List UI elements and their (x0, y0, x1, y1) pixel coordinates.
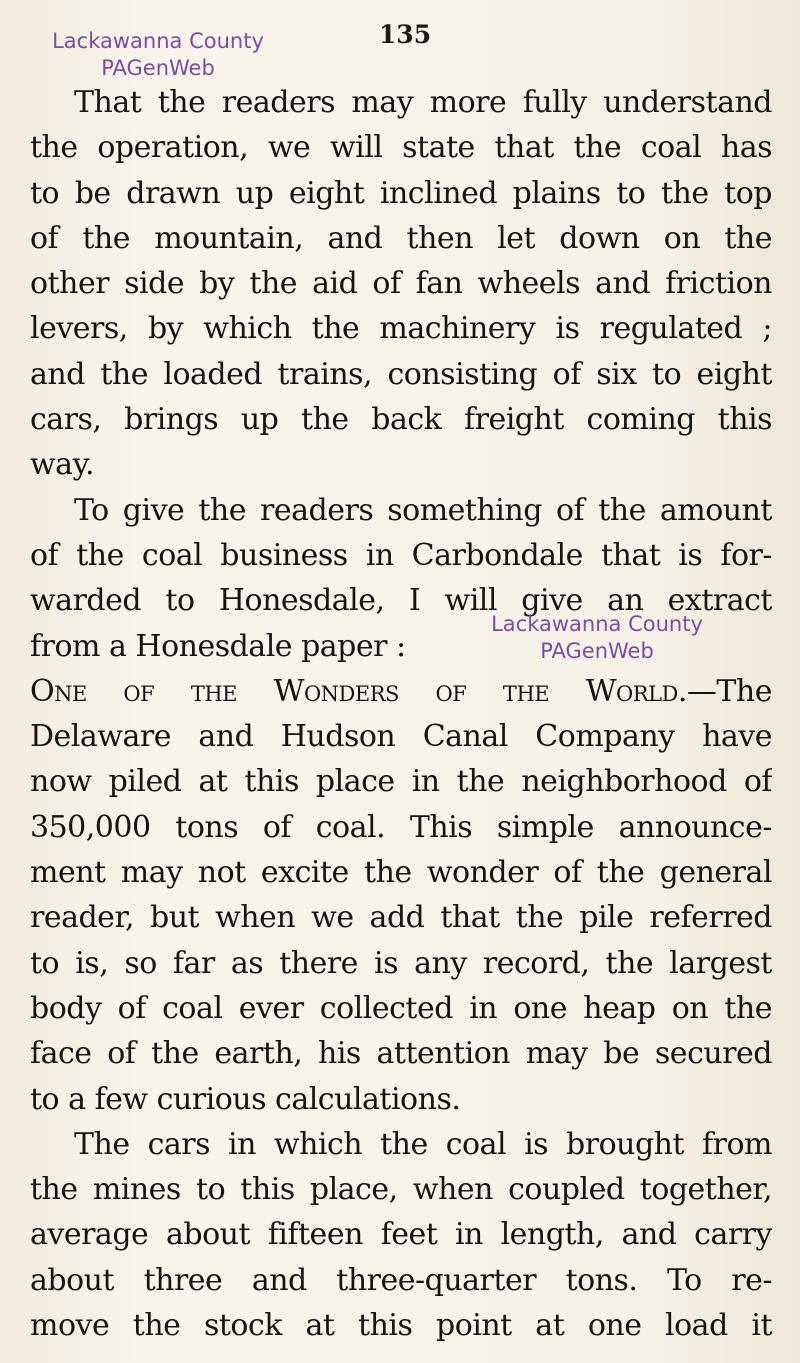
text-line: 350,000 tons of coal. This simple announce- (30, 809, 772, 845)
text-line: face of the earth, his attention may be secured (30, 1036, 772, 1072)
text-line: way. (30, 447, 95, 483)
text-line: the operation, we will state that the coal has (30, 130, 772, 166)
text-line: average about fifteen feet in length, and carry (30, 1217, 772, 1253)
article-heading: One of the Wonders of the World. (30, 673, 687, 709)
text-line: ment may not excite the wonder of the general (30, 855, 772, 891)
watermark-line: PAGenWeb (540, 639, 654, 663)
watermark-line: PAGenWeb (101, 56, 215, 80)
text-line: other side by the aid of fan wheels and friction (30, 266, 772, 302)
text-line: The cars in which the coal is brought from (74, 1126, 772, 1162)
text-line: the mines to this place, when coupled together, (30, 1172, 772, 1208)
text-line: now piled at this place in the neighborhood of (30, 764, 772, 800)
text-line: to is, so far as there is any record, the largest (30, 945, 772, 981)
text-line: warded to Honesdale, I will give an extract (30, 583, 772, 619)
text-line: To give the readers something of the amount (74, 492, 772, 528)
text-line: Delaware and Hudson Canal Company have (30, 719, 772, 755)
text-line (30, 669, 772, 714)
watermark-line: Lackawanna County (491, 612, 703, 636)
text-line: of the coal business in Carbondale that is for- (30, 537, 772, 573)
text-line: cars, brings up the back freight coming this (30, 402, 772, 438)
text-line: levers, by which the machinery is regulated ; (30, 311, 772, 347)
text-line: about three and three-quarter tons. To re- (30, 1262, 772, 1298)
page-number: 135 (378, 20, 432, 49)
text-line: move the stock at this point at one load it (30, 1308, 772, 1344)
text-line: and the loaded trains, consisting of six to eight (30, 356, 772, 392)
text-line: to a few curious calculations. (30, 1081, 461, 1117)
watermark-line: Lackawanna County (52, 29, 264, 53)
watermark-top (28, 28, 288, 82)
watermark-middle (462, 611, 732, 665)
text-line: of the mountain, and then let down on the (30, 220, 772, 256)
page-text (30, 80, 772, 1348)
text-line: body of coal ever collected in one heap on the (30, 990, 772, 1026)
text-line: from a Honesdale paper : (30, 628, 406, 664)
text-line: That the readers may more fully understand (74, 85, 772, 120)
text-line: to be drawn up eight inclined plains to the top (30, 175, 772, 211)
line-text: —The (686, 673, 772, 709)
text-line: reader, but when we add that the pile referred (30, 900, 772, 936)
